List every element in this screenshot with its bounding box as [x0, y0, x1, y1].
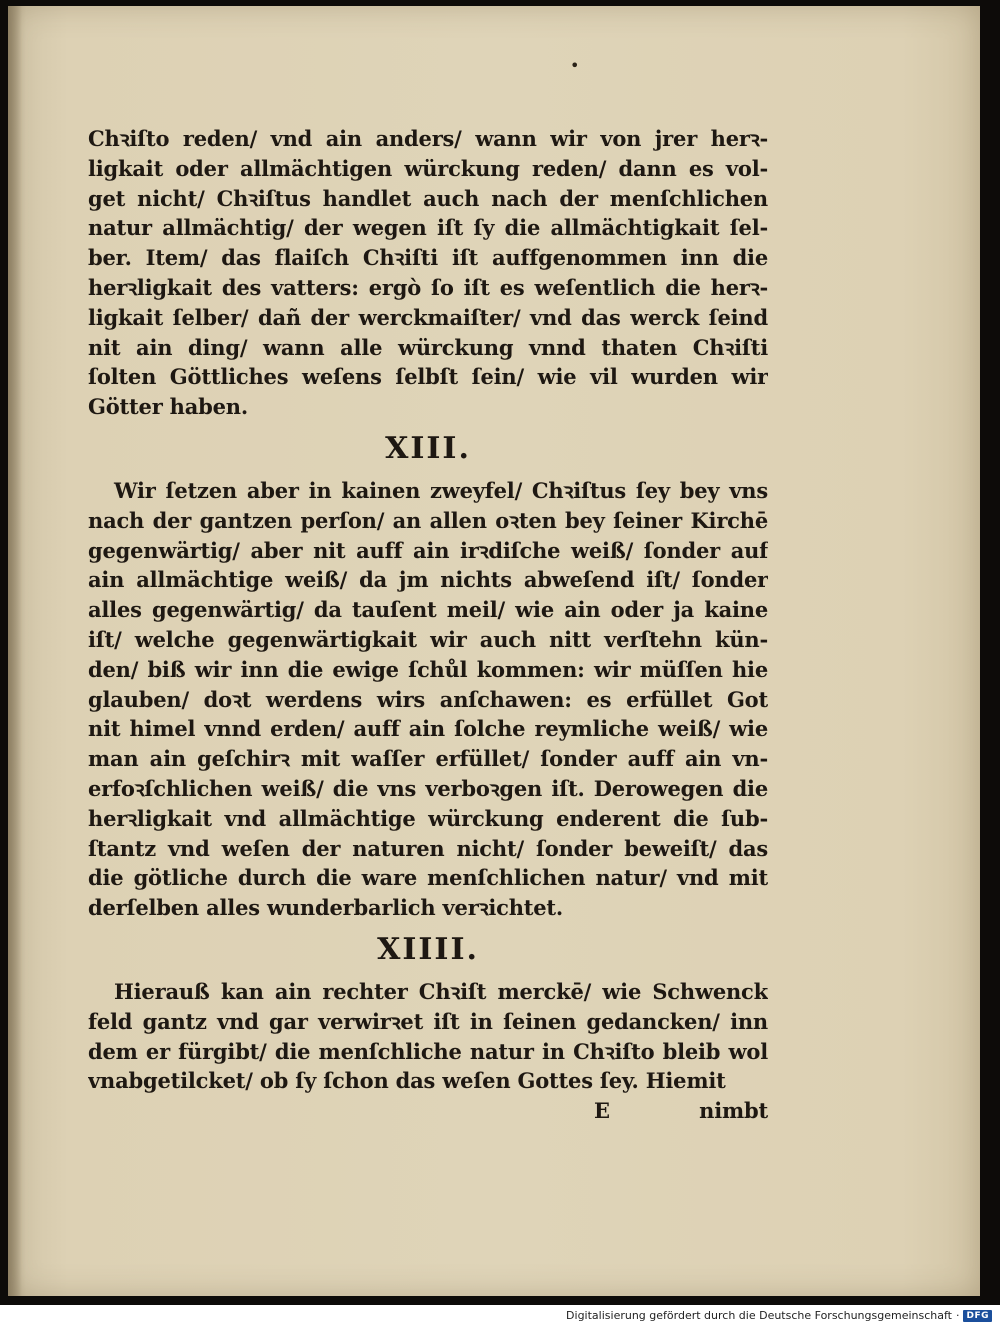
section-heading-xiiii: XIIII. [377, 931, 479, 967]
page-text [88, 124, 768, 1126]
text-line: den/ biß wir inn die ewige ſchůl kommen: wir müſſen hie [88, 656, 768, 682]
text-line: dem er fürgibt/ die menſchliche natur in Chꝛiſto bleib wol [88, 1038, 768, 1064]
paragraph-2 [88, 476, 768, 923]
text-line: ſtantz vnd weſen der naturen nicht/ ſonder beweiſt/ das [88, 835, 768, 861]
text-line: man ain geſchirꝛ mit waſſer erfüllet/ ſonder auff ain vn- [88, 746, 768, 772]
text-line: ſolten Göttliches weſens ſelbſt ſein/ wie vil wurden wir [88, 364, 768, 390]
paragraph-1 [88, 124, 768, 422]
text-line: Wir ſetzen aber in kainen zweyfel/ Chꝛiſtus ſey bey vns [114, 477, 768, 503]
text-line: ber. Item/ das flaiſch Chꝛiſti iſt auffgenommen inn die [88, 245, 768, 271]
text-line: ligkait ſelber/ dañ der werckmaiſter/ vnd das werck ſeind [88, 304, 768, 330]
signature-mark: E [594, 1098, 610, 1124]
text-line: alles gegenwärtig/ da tauſent meil/ wie ain oder ja kaine [88, 597, 768, 623]
page-gutter [8, 6, 22, 1296]
section-heading-xiii: XIII. [385, 430, 471, 466]
text-line: herꝛligkait des vatters: ergò ſo iſt es weſentlich die herꝛ- [88, 274, 768, 300]
text-line: Götter haben. [88, 394, 248, 420]
text-line: Hierauß kan ain rechter Chꝛiſt merckē/ wie Schwenck [114, 978, 768, 1004]
text-line: derſelben alles wunderbarlich verꝛichtet. [88, 895, 564, 921]
footer-credit: Digitalisierung gefördert durch die Deutsche Forschungsgemeinschaft [566, 1309, 952, 1322]
text-line: gegenwärtig/ aber nit auff ain irꝛdiſche weiß/ ſonder auf [88, 537, 768, 563]
catchword-line [88, 1096, 768, 1126]
text-line: get nicht/ Chꝛiſtus handlet auch nach der menſchlichen [88, 185, 768, 211]
text-line: iſt/ welche gegenwärtigkait wir auch nitt verſtehn kün- [88, 626, 768, 652]
text-line: vnabgetilcket/ ob ſy ſchon das weſen Gottes ſey. Hiemit [88, 1068, 726, 1094]
page-mark: • [570, 56, 580, 75]
text-line: nach der gantzen perſon/ an allen oꝛten bey ſeiner Kirchē [88, 507, 768, 533]
text-line: ligkait oder allmächtigen würckung reden/ dann es vol- [88, 155, 768, 181]
footer-separator: · [955, 1309, 960, 1322]
text-line: ain allmächtige weiß/ da jm nichts abweſend iſt/ ſonder [88, 567, 768, 593]
text-line: feld gantz vnd gar verwirꝛet iſt in ſeinen gedancken/ inn [88, 1008, 768, 1034]
text-line: nit himel vnnd erden/ auff ain ſolche reymliche weiß/ wie [88, 716, 768, 742]
text-line: glauben/ doꝛt werdens wirs anſchawen: es erfüllet Got [88, 686, 768, 712]
text-line: Chꝛiſto reden/ vnd ain anders/ wann wir von jrer herꝛ- [88, 126, 768, 151]
catchword: nimbt [699, 1098, 768, 1124]
digitization-footer [566, 1306, 992, 1325]
text-line: die götliche durch die ware menſchlichen natur/ vnd mit [88, 865, 768, 891]
text-line: erfoꝛſchlichen weiß/ die vns verboꝛgen iſt. Derowegen die [88, 775, 768, 801]
text-line: nit ain ding/ wann alle würckung vnnd thaten Chꝛiſti [88, 334, 768, 360]
dfg-logo-icon[interactable]: DFG [963, 1310, 992, 1322]
text-line: natur allmächtig/ der wegen iſt ſy die allmächtigkait ſel- [88, 215, 768, 241]
text-line: herꝛligkait vnd allmächtige würckung enderent die ſub- [88, 805, 768, 831]
paragraph-3 [88, 977, 768, 1096]
